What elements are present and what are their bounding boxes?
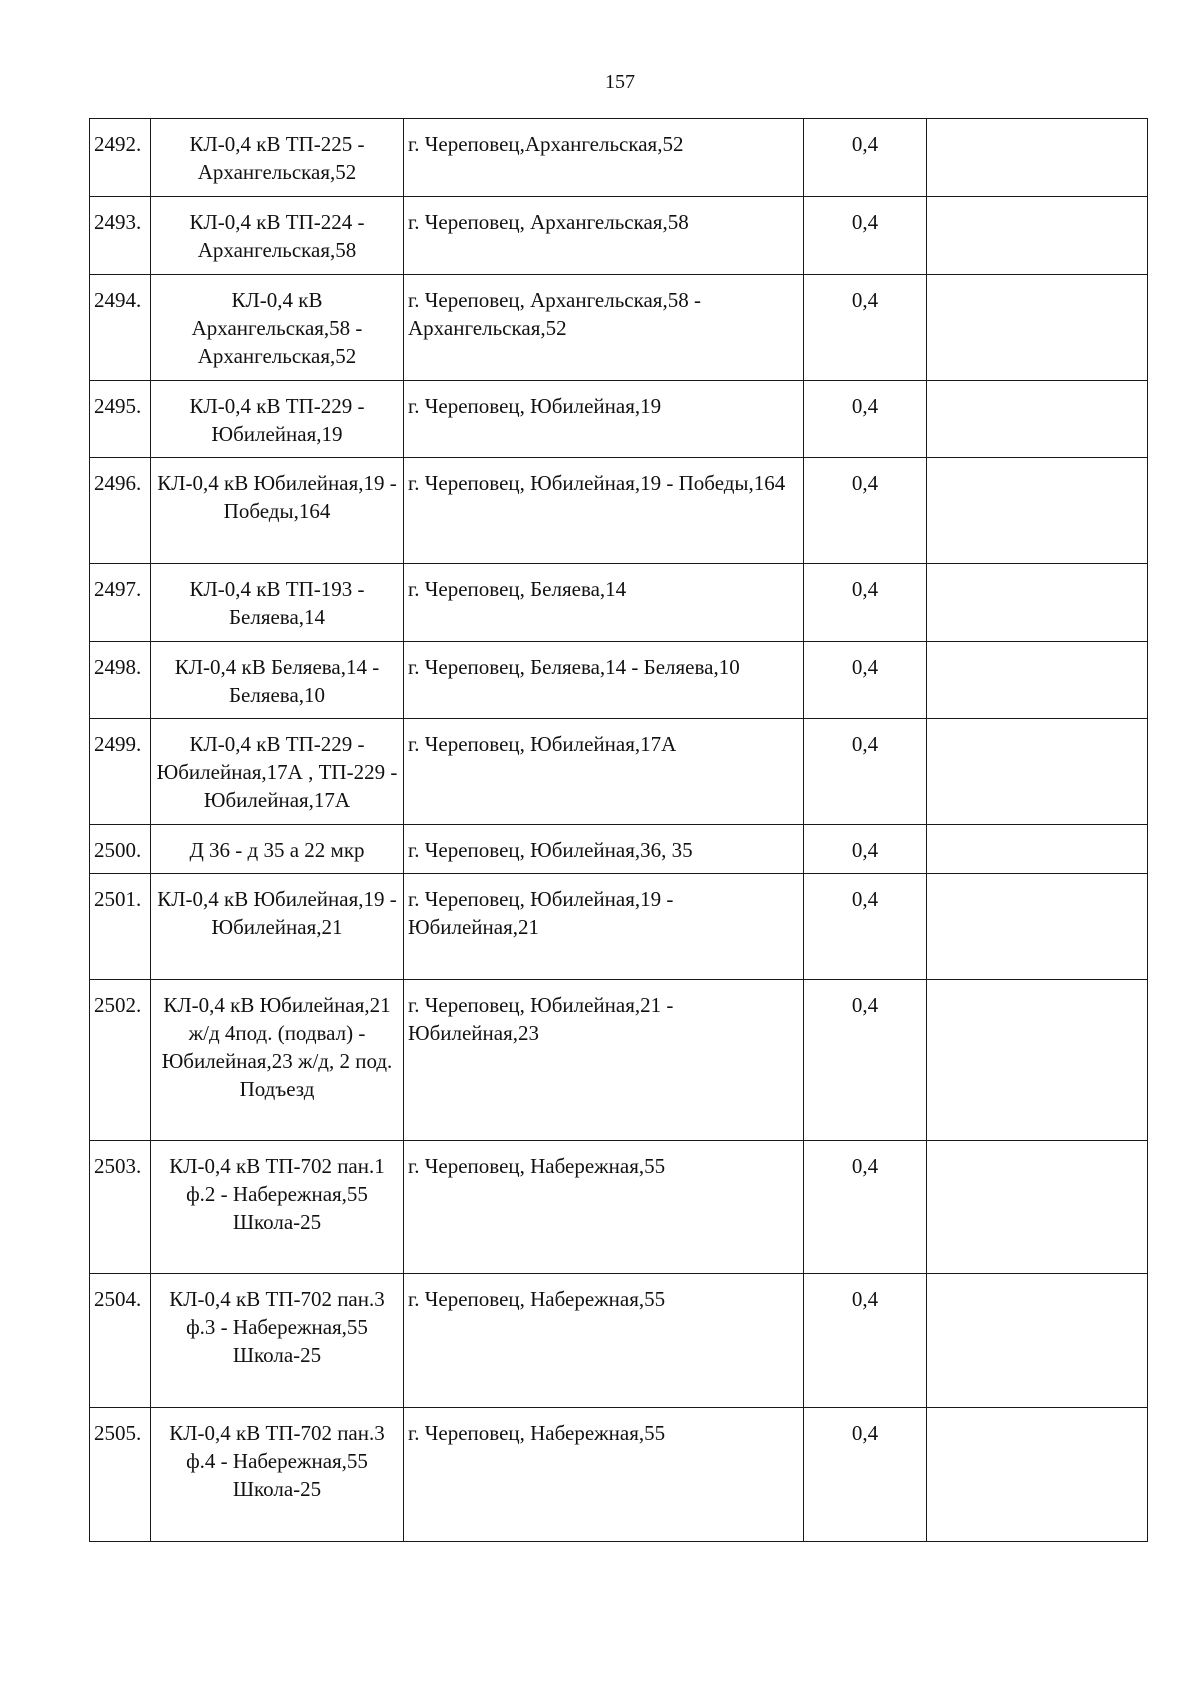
line-name: КЛ-0,4 кВ Беляева,14 - Беляева,10: [151, 642, 404, 719]
table-row: [90, 119, 1148, 197]
line-address: г. Череповец, Юбилейная,36, 35: [404, 825, 804, 874]
line-name: КЛ-0,4 кВ ТП-225 - Архангельская,52: [151, 119, 404, 197]
row-number: 2498.: [90, 642, 151, 719]
empty-cell: [927, 719, 1148, 825]
table-row: [90, 642, 1148, 719]
table-row: [90, 825, 1148, 874]
line-address: г. Череповец, Набережная,55: [404, 1274, 804, 1408]
empty-cell: [927, 381, 1148, 458]
line-voltage: 0,4: [804, 874, 927, 980]
table-row: [90, 874, 1148, 980]
line-address: г. Череповец, Набережная,55: [404, 1141, 804, 1274]
row-number: 2502.: [90, 980, 151, 1141]
registry-table: [89, 118, 1148, 1542]
line-voltage: 0,4: [804, 381, 927, 458]
table-row: [90, 1141, 1148, 1274]
table-row: [90, 1408, 1148, 1542]
table-row: [90, 381, 1148, 458]
line-name: КЛ-0,4 кВ Архангельская,58 - Архангельская,52: [151, 275, 404, 381]
row-number: 2503.: [90, 1141, 151, 1274]
row-number: 2493.: [90, 197, 151, 275]
empty-cell: [927, 1408, 1148, 1542]
line-name: КЛ-0,4 кВ ТП-702 пан.1 ф.2 - Набережная,55 Школа-25: [151, 1141, 404, 1274]
empty-cell: [927, 874, 1148, 980]
row-number: 2500.: [90, 825, 151, 874]
empty-cell: [927, 1141, 1148, 1274]
page-number: 157: [605, 71, 635, 93]
line-voltage: 0,4: [804, 980, 927, 1141]
row-number: 2492.: [90, 119, 151, 197]
empty-cell: [927, 825, 1148, 874]
line-name: КЛ-0,4 кВ ТП-702 пан.3 ф.4 - Набережная,55 Школа-25: [151, 1408, 404, 1542]
line-name: КЛ-0,4 кВ ТП-224 - Архангельская,58: [151, 197, 404, 275]
line-name: КЛ-0,4 кВ ТП-229 - Юбилейная,19: [151, 381, 404, 458]
line-name: КЛ-0,4 кВ ТП-193 - Беляева,14: [151, 564, 404, 642]
line-voltage: 0,4: [804, 825, 927, 874]
row-number: 2497.: [90, 564, 151, 642]
table-row: [90, 458, 1148, 564]
line-voltage: 0,4: [804, 275, 927, 381]
table-row: [90, 719, 1148, 825]
empty-cell: [927, 458, 1148, 564]
line-address: г. Череповец, Юбилейная,21 - Юбилейная,23: [404, 980, 804, 1141]
table-row: [90, 980, 1148, 1141]
line-name: КЛ-0,4 кВ ТП-229 - Юбилейная,17А , ТП-229 - Юбилейная,17А: [151, 719, 404, 825]
line-voltage: 0,4: [804, 719, 927, 825]
table-row: [90, 275, 1148, 381]
line-name: КЛ-0,4 кВ ТП-702 пан.3 ф.3 - Набережная,55 Школа-25: [151, 1274, 404, 1408]
row-number: 2495.: [90, 381, 151, 458]
empty-cell: [927, 980, 1148, 1141]
line-name: Д 36 - д 35 а 22 мкр: [151, 825, 404, 874]
line-name: КЛ-0,4 кВ Юбилейная,19 - Победы,164: [151, 458, 404, 564]
line-address: г. Череповец, Юбилейная,19 - Юбилейная,21: [404, 874, 804, 980]
row-number: 2501.: [90, 874, 151, 980]
line-voltage: 0,4: [804, 642, 927, 719]
line-voltage: 0,4: [804, 564, 927, 642]
line-address: г. Череповец,Архангельская,52: [404, 119, 804, 197]
line-address: г. Череповец, Архангельская,58 - Архангельская,52: [404, 275, 804, 381]
row-number: 2505.: [90, 1408, 151, 1542]
empty-cell: [927, 197, 1148, 275]
line-address: г. Череповец, Юбилейная,17А: [404, 719, 804, 825]
table-row: [90, 197, 1148, 275]
empty-cell: [927, 1274, 1148, 1408]
line-name: КЛ-0,4 кВ Юбилейная,19 - Юбилейная,21: [151, 874, 404, 980]
row-number: 2499.: [90, 719, 151, 825]
line-voltage: 0,4: [804, 458, 927, 564]
row-number: 2494.: [90, 275, 151, 381]
line-voltage: 0,4: [804, 197, 927, 275]
empty-cell: [927, 119, 1148, 197]
empty-cell: [927, 275, 1148, 381]
line-voltage: 0,4: [804, 119, 927, 197]
line-address: г. Череповец, Архангельская,58: [404, 197, 804, 275]
line-address: г. Череповец, Беляева,14 - Беляева,10: [404, 642, 804, 719]
table-row: [90, 1274, 1148, 1408]
line-address: г. Череповец, Беляева,14: [404, 564, 804, 642]
row-number: 2504.: [90, 1274, 151, 1408]
line-address: г. Череповец, Юбилейная,19: [404, 381, 804, 458]
line-name: КЛ-0,4 кВ Юбилейная,21 ж/д 4под. (подвал) - Юбилейная,23 ж/д, 2 под. Подъезд: [151, 980, 404, 1141]
table-row: [90, 564, 1148, 642]
row-number: 2496.: [90, 458, 151, 564]
line-voltage: 0,4: [804, 1408, 927, 1542]
line-voltage: 0,4: [804, 1141, 927, 1274]
line-voltage: 0,4: [804, 1274, 927, 1408]
line-address: г. Череповец, Юбилейная,19 - Победы,164: [404, 458, 804, 564]
line-address: г. Череповец, Набережная,55: [404, 1408, 804, 1542]
empty-cell: [927, 642, 1148, 719]
empty-cell: [927, 564, 1148, 642]
